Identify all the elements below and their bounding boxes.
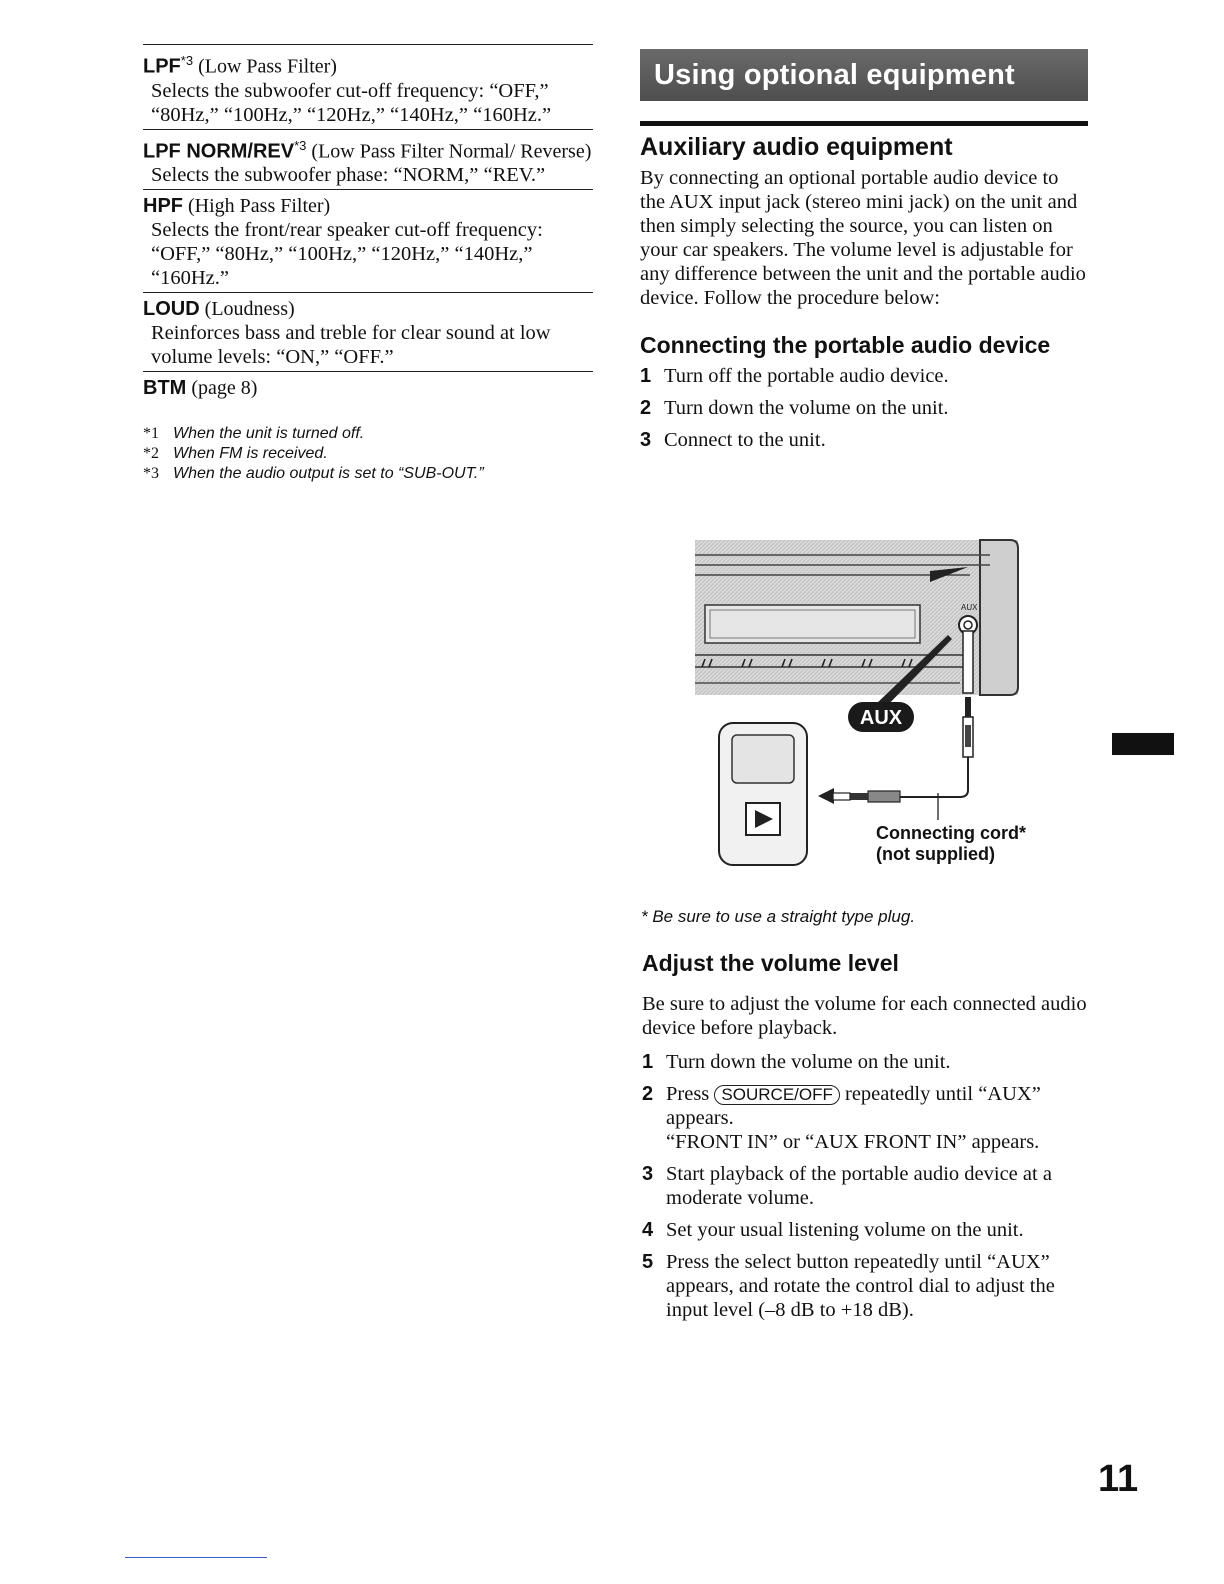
setting-term: LPF: [143, 55, 181, 78]
connecting-cord: [900, 757, 968, 797]
step-text: Turn down the volume on the unit.: [664, 397, 949, 419]
connect-steps: [640, 364, 1088, 452]
step-item: [642, 1050, 1090, 1074]
step-item: [640, 428, 1088, 452]
step-number: 4: [642, 1219, 654, 1241]
aux-jack-label: AUX: [961, 603, 978, 612]
step-text-post: repeatedly until “AUX” appears.: [666, 1083, 1041, 1129]
footnote: [143, 444, 593, 464]
footnote-ref: *3: [180, 53, 194, 68]
footnote: [143, 464, 593, 484]
display-window: [705, 605, 920, 643]
section-divider: [640, 121, 1088, 126]
step-text-extra: “FRONT IN” or “AUX FRONT IN” appears.: [666, 1131, 1040, 1153]
chapter-tab-marker: [1112, 733, 1174, 755]
connect-title: Connecting the portable audio device: [640, 332, 1051, 358]
step-number: 3: [642, 1163, 654, 1185]
setting-term-desc: (High Pass Filter): [183, 195, 331, 218]
step-item: [642, 1250, 1090, 1322]
step-text: Turn off the portable audio device.: [664, 365, 949, 387]
setting-description: Selects the front/rear speaker cut-off frequency: “OFF,” “80Hz,” “100Hz,” “120Hz,” “140Hz,” “160Hz.”: [151, 219, 543, 290]
plug-note: * Be sure to use a straight type plug.: [641, 907, 916, 926]
step-text: Turn down the volume on the unit.: [666, 1051, 951, 1073]
footnote: [143, 424, 593, 444]
step-item: [640, 364, 1088, 388]
step-number: 5: [642, 1251, 654, 1273]
cord-caption: [876, 823, 1026, 865]
aux-section: [640, 49, 1088, 460]
adjust-intro: Be sure to adjust the volume for each connected audio device before playback.: [642, 993, 1087, 1039]
footnote-text: When the unit is turned off.: [173, 425, 365, 443]
step-item: [642, 1162, 1090, 1210]
cord-caption-line1: Connecting cord*: [876, 823, 1027, 843]
setting-term: LOUD: [143, 298, 200, 321]
setting-term: HPF: [143, 195, 183, 218]
setting-description: Selects the subwoofer phase: “NORM,” “REV.”: [151, 164, 546, 187]
adjust-title: Adjust the volume level: [642, 950, 899, 976]
setting-term-desc: (Loudness): [199, 298, 295, 321]
footnote-mark: *3: [143, 465, 159, 483]
step-item: [640, 396, 1088, 420]
step-number: 1: [640, 365, 652, 387]
plug: [963, 631, 973, 693]
step-text: [666, 1082, 1090, 1154]
step-item: [642, 1218, 1090, 1242]
footnote-ref: *3: [294, 137, 307, 153]
step-text: Press the select button repeatedly until “AUX” appears, and rotate the control dial to adjust the input level (–8 dB to +18 dB).: [666, 1251, 1055, 1321]
footnotes: [143, 424, 593, 484]
step-text: Connect to the unit.: [664, 429, 826, 451]
step-text: Set your usual listening volume on the unit.: [666, 1219, 1024, 1241]
aux-badge-text: AUX: [859, 707, 903, 729]
cord-caption-line2: (not supplied): [876, 844, 995, 864]
chapter-banner: Using optional equipment: [640, 49, 1088, 101]
setting-lpf: [143, 44, 593, 129]
footnote-mark: *2: [143, 445, 159, 463]
setting-term-desc: (Low Pass Filter Normal/ Reverse): [306, 140, 592, 163]
setting-description: Selects the subwoofer cut-off frequency: “OFF,” “80Hz,” “100Hz,” “120Hz,” “140Hz,” “160Hz.”: [151, 79, 552, 126]
source-off-key: SOURCE/OFF: [714, 1085, 839, 1105]
footnote-text: When FM is received.: [173, 445, 328, 463]
setting-description: Reinforces bass and treble for clear sound at low volume levels: “ON,” “OFF.”: [151, 322, 551, 369]
setting-loud: [143, 292, 593, 371]
setting-term-desc: (page 8): [186, 377, 258, 400]
setting-term: LPF NORM/REV: [143, 140, 295, 163]
step-number: 2: [642, 1083, 654, 1105]
setting-lpf-norm-rev: [143, 129, 593, 190]
section-title: Auxiliary audio equipment: [640, 133, 953, 161]
page-number: 11: [1098, 1458, 1139, 1500]
setting-term: BTM: [143, 377, 187, 400]
step-number: 3: [640, 429, 652, 451]
intro-paragraph: By connecting an optional portable audio device to the AUX input jack (stereo mini jack) on the unit and then simply selecting the source, you can listen on your car speakers. The volume level is adjustable for any difference between the unit and the portable audio device. Follow the procedure below:: [640, 167, 1086, 309]
bottom-rule: [125, 1557, 267, 1558]
setting-hpf: [143, 189, 593, 292]
setting-term-desc: (Low Pass Filter): [193, 55, 337, 78]
setting-btm: [143, 371, 593, 406]
step-number: 2: [640, 397, 652, 419]
adjust-steps: [642, 1050, 1090, 1322]
step-number: 1: [642, 1051, 654, 1073]
settings-list: [143, 44, 593, 484]
footnote-mark: *1: [143, 425, 159, 443]
step-text: Start playback of the portable audio device at a moderate volume.: [666, 1163, 1052, 1209]
adjust-section: [642, 950, 1090, 1330]
step-text-pre: Press: [666, 1083, 715, 1105]
footnote-text: When the audio output is set to “SUB-OUT.”: [173, 465, 484, 483]
step-item: [642, 1082, 1090, 1154]
